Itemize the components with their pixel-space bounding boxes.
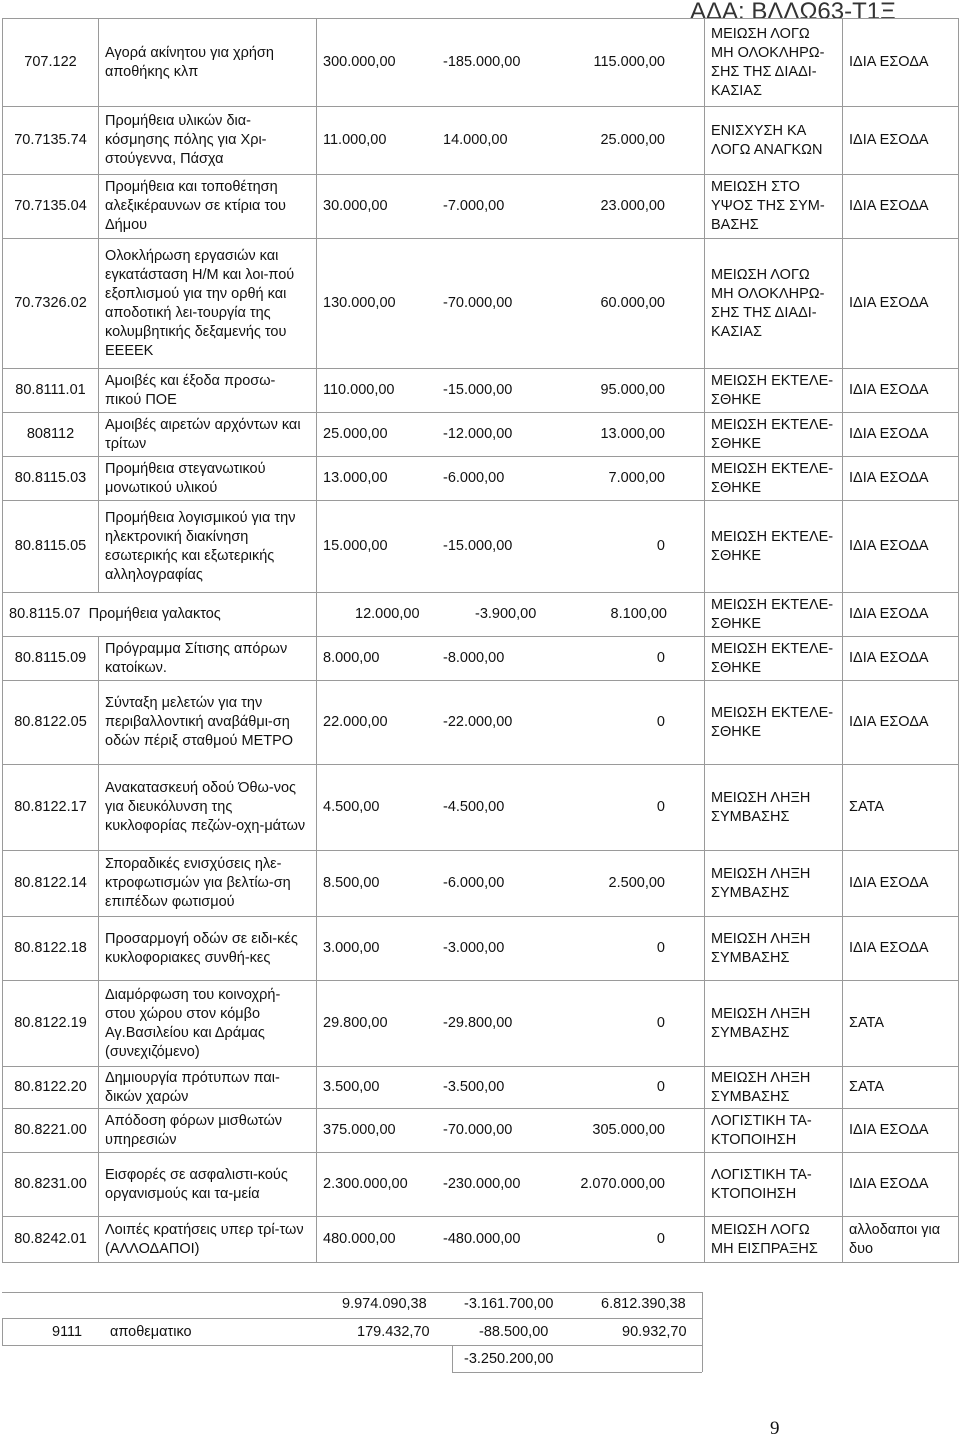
source-cell: ΙΔΙΑ ΕΣΟΔΑ <box>843 175 959 239</box>
reason-cell: ΜΕΙΩΣΗ ΛΗΞΗ ΣΥΜΒΑΣΗΣ <box>705 917 843 981</box>
total-initial: 9.974.090,38 <box>342 1296 427 1312</box>
amount-change: -8.000,00 <box>443 650 505 666</box>
amount-final: 0 <box>656 1231 665 1247</box>
amount-change: -15.000,00 <box>443 382 513 398</box>
amount-cell <box>317 457 705 501</box>
table-row <box>3 1217 959 1263</box>
reason-cell: ΜΕΙΩΣΗ ΕΚΤΕΛΕ-ΣΘΗΚΕ <box>705 637 843 681</box>
amount-cell <box>317 765 705 851</box>
amount-cell <box>317 369 705 413</box>
table-row <box>3 765 959 851</box>
table-row <box>3 19 959 107</box>
source-cell: ΙΔΙΑ ΕΣΟΔΑ <box>843 593 959 637</box>
totals-border <box>2 1318 3 1345</box>
amount-cell <box>317 501 705 593</box>
source-cell: ΙΔΙΑ ΕΣΟΔΑ <box>843 369 959 413</box>
amount-change: -22.000,00 <box>443 714 513 730</box>
amount-change: -3.500,00 <box>443 1079 505 1095</box>
amount-cell <box>317 981 705 1067</box>
totals-border <box>452 1372 702 1373</box>
desc-cell: Σύνταξη μελετών για την περιβαλλοντική αναβάθμι-ση οδών πέριξ σταθμού ΜΕΤΡΟ <box>99 681 317 765</box>
reason-cell: ΛΟΓΙΣΤΙΚΗ ΤΑ-ΚΤΟΠΟΙΗΣΗ <box>705 1153 843 1217</box>
code-cell: 70.7135.04 <box>3 175 99 239</box>
source-cell: ΙΔΙΑ ΕΣΟΔΑ <box>843 851 959 917</box>
source-cell: ΙΔΙΑ ΕΣΟΔΑ <box>843 1153 959 1217</box>
code-cell: 808112 <box>3 413 99 457</box>
amount-initial: 110.000,00 <box>323 382 395 398</box>
table-row <box>3 593 959 637</box>
code-cell: 80.8221.00 <box>3 1109 99 1153</box>
table-row <box>3 1153 959 1217</box>
desc-cell: Σποραδικές ενισχύσεις ηλε-κτροφωτισμών για βελτίω-ση επιπέδων φωτισμού <box>99 851 317 917</box>
source-cell: ΣΑΤΑ <box>843 1067 959 1109</box>
code-cell: 80.8122.17 <box>3 765 99 851</box>
table-row <box>3 413 959 457</box>
amount-final: 60.000,00 <box>600 295 665 311</box>
amount-cell <box>317 681 705 765</box>
amount-change: -12.000,00 <box>443 426 513 442</box>
source-cell: ΙΔΙΑ ΕΣΟΔΑ <box>843 107 959 175</box>
amount-initial: 25.000,00 <box>323 426 388 442</box>
code-desc-cell <box>3 593 317 637</box>
reason-cell: ΜΕΙΩΣΗ ΛΗΞΗ ΣΥΜΒΑΣΗΣ <box>705 1067 843 1109</box>
row-code: 80.8115.07 <box>9 606 81 622</box>
reason-cell: ΜΕΙΩΣΗ ΕΚΤΕΛΕ-ΣΘΗΚΕ <box>705 457 843 501</box>
source-cell: ΙΔΙΑ ΕΣΟΔΑ <box>843 239 959 369</box>
amount-final: 0 <box>656 1015 665 1031</box>
desc-cell: Λοιπές κρατήσεις υπερ τρί-των (ΑΛΛΟΔΑΠΟΙ) <box>99 1217 317 1263</box>
amount-cell <box>317 413 705 457</box>
amount-final: 0 <box>656 538 665 554</box>
totals-row <box>342 1296 427 1312</box>
amount-change: -480.000,00 <box>443 1231 521 1247</box>
table-row <box>3 681 959 765</box>
code-cell: 80.8231.00 <box>3 1153 99 1217</box>
desc-cell: Προμήθεια στεγανωτικού μονωτικού υλικού <box>99 457 317 501</box>
amount-change: -7.000,00 <box>443 198 505 214</box>
reason-cell: ΜΕΙΩΣΗ ΕΚΤΕΛΕ-ΣΘΗΚΕ <box>705 681 843 765</box>
totals-border <box>702 1292 703 1372</box>
grand-total: -3.250.200,00 <box>464 1351 554 1367</box>
code-cell: 80.8115.03 <box>3 457 99 501</box>
code-cell: 80.8115.09 <box>3 637 99 681</box>
totals-border <box>2 1345 702 1346</box>
desc-cell: Προσαρμογή οδών σε ειδι-κές κυκλοφοριακες συνθή-κες <box>99 917 317 981</box>
amount-initial: 22.000,00 <box>323 714 388 730</box>
desc-cell: Εισφορές σε ασφαλιστι-κούς οργανισμούς και τα-μεία <box>99 1153 317 1217</box>
reserve-initial: 179.432,70 <box>357 1324 430 1340</box>
amount-change: -3.900,00 <box>475 606 537 622</box>
reason-cell: ΜΕΙΩΣΗ ΛΗΞΗ ΣΥΜΒΑΣΗΣ <box>705 851 843 917</box>
table-row <box>3 239 959 369</box>
code-cell: 80.8242.01 <box>3 1217 99 1263</box>
budget-table <box>2 18 959 1263</box>
amount-initial: 8.000,00 <box>323 650 380 666</box>
table-row <box>3 851 959 917</box>
amount-initial: 375.000,00 <box>323 1122 396 1138</box>
total-change: -3.161.700,00 <box>464 1296 554 1312</box>
amount-final: 13.000,00 <box>600 426 665 442</box>
amount-final: 0 <box>656 1079 665 1095</box>
page-number: 9 <box>770 1418 780 1439</box>
amount-initial: 15.000,00 <box>323 538 388 554</box>
amount-change: -15.000,00 <box>443 538 513 554</box>
amount-final: 2.500,00 <box>608 875 665 891</box>
desc-cell: Απόδοση φόρων μισθωτών υπηρεσιών <box>99 1109 317 1153</box>
totals-border <box>2 1318 702 1319</box>
source-cell: ΙΔΙΑ ΕΣΟΔΑ <box>843 457 959 501</box>
table-row <box>3 501 959 593</box>
code-cell: 80.8122.19 <box>3 981 99 1067</box>
reserve-label: αποθεματικο <box>110 1324 192 1340</box>
code-cell: 80.8122.18 <box>3 917 99 981</box>
amount-cell <box>317 1217 705 1263</box>
amount-cell <box>317 917 705 981</box>
reason-cell: ΜΕΙΩΣΗ ΕΚΤΕΛΕ-ΣΘΗΚΕ <box>705 501 843 593</box>
amount-initial: 11.000,00 <box>323 132 387 148</box>
desc-cell: Δημιουργία πρότυπων παι-δικών χαρών <box>99 1067 317 1109</box>
totals-border <box>452 1345 453 1372</box>
table-row <box>3 369 959 413</box>
table-row <box>3 637 959 681</box>
source-cell: ΣΑΤΑ <box>843 765 959 851</box>
amount-initial: 3.000,00 <box>323 940 380 956</box>
reason-cell: ΜΕΙΩΣΗ ΛΗΞΗ ΣΥΜΒΑΣΗΣ <box>705 765 843 851</box>
reason-cell: ΜΕΙΩΣΗ ΕΚΤΕΛΕ-ΣΘΗΚΕ <box>705 413 843 457</box>
table-row <box>3 1109 959 1153</box>
reason-cell: ΜΕΙΩΣΗ ΕΚΤΕΛΕ-ΣΘΗΚΕ <box>705 369 843 413</box>
amount-cell <box>317 593 705 637</box>
reason-cell: ΛΟΓΙΣΤΙΚΗ ΤΑ-ΚΤΟΠΟΙΗΣΗ <box>705 1109 843 1153</box>
source-cell: ΙΔΙΑ ΕΣΟΔΑ <box>843 1109 959 1153</box>
amount-change: -29.800,00 <box>443 1015 513 1031</box>
reason-cell: ΜΕΙΩΣΗ ΛΟΓΩ ΜΗ ΕΙΣΠΡΑΞΗΣ <box>705 1217 843 1263</box>
code-cell: 80.8122.05 <box>3 681 99 765</box>
reserve-code: 9111 <box>52 1324 83 1340</box>
source-cell: ΙΔΙΑ ΕΣΟΔΑ <box>843 681 959 765</box>
table-row <box>3 457 959 501</box>
amount-change: 14.000,00 <box>443 132 508 148</box>
amount-initial: 3.500,00 <box>323 1079 380 1095</box>
amount-initial: 13.000,00 <box>323 470 388 486</box>
reason-cell: ΜΕΙΩΣΗ ΛΟΓΩ ΜΗ ΟΛΟΚΛΗΡΩ-ΣΗΣ ΤΗΣ ΔΙΑΔΙ-ΚΑΣΙΑΣ <box>705 239 843 369</box>
desc-cell: Αμοιβές και έξοδα προσω-πικού ΠΟΕ <box>99 369 317 413</box>
table-row <box>3 1067 959 1109</box>
totals-border <box>2 1292 702 1293</box>
amount-cell <box>317 239 705 369</box>
amount-final: 305.000,00 <box>592 1122 665 1138</box>
code-cell: 70.7135.74 <box>3 107 99 175</box>
amount-cell <box>317 107 705 175</box>
amount-change: -4.500,00 <box>443 799 505 815</box>
amount-change: -6.000,00 <box>443 875 505 891</box>
table-row <box>3 917 959 981</box>
amount-final: 2.070.000,00 <box>580 1176 665 1192</box>
amount-final: 8.100,00 <box>610 606 667 622</box>
source-cell: ΣΑΤΑ <box>843 981 959 1067</box>
amount-final: 115.000,00 <box>593 54 665 70</box>
amount-initial: 4.500,00 <box>323 799 380 815</box>
table-row <box>3 175 959 239</box>
total-final: 6.812.390,38 <box>601 1296 686 1312</box>
amount-cell <box>317 1153 705 1217</box>
amount-final: 25.000,00 <box>600 132 665 148</box>
desc-cell: Πρόγραμμα Σίτισης απόρων κατοίκων. <box>99 637 317 681</box>
reason-cell: ΜΕΙΩΣΗ ΕΚΤΕΛΕ-ΣΘΗΚΕ <box>705 593 843 637</box>
amount-final: 95.000,00 <box>600 382 665 398</box>
code-cell: 80.8122.14 <box>3 851 99 917</box>
amount-initial: 8.500,00 <box>323 875 380 891</box>
reserve-change: -88.500,00 <box>479 1324 549 1340</box>
amount-change: -70.000,00 <box>443 295 513 311</box>
reserve-final: 90.932,70 <box>622 1324 687 1340</box>
source-cell: ΙΔΙΑ ΕΣΟΔΑ <box>843 19 959 107</box>
amount-final: 0 <box>656 714 665 730</box>
amount-final: 23.000,00 <box>600 198 665 214</box>
table-row <box>3 981 959 1067</box>
amount-change: -185.000,00 <box>443 54 521 70</box>
amount-cell <box>317 1067 705 1109</box>
amount-final: 0 <box>656 940 665 956</box>
amount-cell <box>317 19 705 107</box>
amount-change: -3.000,00 <box>443 940 505 956</box>
desc-cell: Ανακατασκευή οδού Όθω-νος για διευκόλυνση της κυκλοφορίας πεζών-οχη-μάτων <box>99 765 317 851</box>
desc-cell: Αγορά ακίνητου για χρήση αποθήκης κλπ <box>99 19 317 107</box>
amount-initial: 29.800,00 <box>323 1015 388 1031</box>
amount-cell <box>317 1109 705 1153</box>
code-cell: 70.7326.02 <box>3 239 99 369</box>
desc-cell: Προμήθεια υλικών δια-κόσμησης πόλης για Χρι-στούγεννα, Πάσχα <box>99 107 317 175</box>
reason-cell: ΕΝΙΣΧΥΣΗ ΚΑ ΛΟΓΩ ΑΝΑΓΚΩΝ <box>705 107 843 175</box>
desc-cell: Προμήθεια λογισμικού για την ηλεκτρονική διακίνηση εσωτερικής και εξωτερικής αλληλογραφίας <box>99 501 317 593</box>
source-cell: ΙΔΙΑ ΕΣΟΔΑ <box>843 637 959 681</box>
desc-cell: Προμήθεια και τοποθέτηση αλεξικέραυνων σε κτίρια του Δήμου <box>99 175 317 239</box>
desc-cell: Διαμόρφωση του κοινοχρή-στου χώρου στον κόμβο Αγ.Βασιλείου και Δράμας (συνεχιζόμενο) <box>99 981 317 1067</box>
code-cell: 80.8111.01 <box>3 369 99 413</box>
amount-cell <box>317 175 705 239</box>
amount-initial: 30.000,00 <box>323 198 388 214</box>
amount-change: -230.000,00 <box>443 1176 521 1192</box>
amount-change: -6.000,00 <box>443 470 505 486</box>
row-desc: Προμήθεια γαλακτος <box>88 606 221 622</box>
reason-cell: ΜΕΙΩΣΗ ΛΟΓΩ ΜΗ ΟΛΟΚΛΗΡΩ-ΣΗΣ ΤΗΣ ΔΙΑΔΙ-ΚΑΣΙΑΣ <box>705 19 843 107</box>
code-cell: 707.122 <box>3 19 99 107</box>
source-cell: ΙΔΙΑ ΕΣΟΔΑ <box>843 413 959 457</box>
code-cell: 80.8115.05 <box>3 501 99 593</box>
amount-initial: 130.000,00 <box>323 295 396 311</box>
code-cell: 80.8122.20 <box>3 1067 99 1109</box>
amount-cell <box>317 851 705 917</box>
amount-final: 0 <box>656 799 665 815</box>
amount-initial: 480.000,00 <box>323 1231 396 1247</box>
amount-final: 0 <box>656 650 665 666</box>
amount-cell <box>317 637 705 681</box>
reason-cell: ΜΕΙΩΣΗ ΣΤΟ ΥΨΟΣ ΤΗΣ ΣΥΜ-ΒΑΣΗΣ <box>705 175 843 239</box>
watermark-ada: ΑΔΑ: ΒΛΛΩ63-Τ1Ξ <box>690 0 896 25</box>
reason-cell: ΜΕΙΩΣΗ ΛΗΞΗ ΣΥΜΒΑΣΗΣ <box>705 981 843 1067</box>
desc-cell: Αμοιβές αιρετών αρχόντων και τρίτων <box>99 413 317 457</box>
amount-final: 7.000,00 <box>608 470 665 486</box>
amount-change: -70.000,00 <box>443 1122 513 1138</box>
desc-cell: Ολοκλήρωση εργασιών και εγκατάσταση Η/Μ και λοι-πού εξοπλισμού για την ορθή και αποδοτική λει-τουργία της κολυμβητικής δεξαμενής του ΕΕΕΕΚ <box>99 239 317 369</box>
source-cell: ΙΔΙΑ ΕΣΟΔΑ <box>843 917 959 981</box>
source-cell: ΙΔΙΑ ΕΣΟΔΑ <box>843 501 959 593</box>
amount-initial: 300.000,00 <box>323 54 396 70</box>
source-cell: αλλοδαποι για δυο <box>843 1217 959 1263</box>
table-row <box>3 107 959 175</box>
amount-initial: 2.300.000,00 <box>323 1176 408 1192</box>
amount-initial: 12.000,00 <box>355 606 420 622</box>
